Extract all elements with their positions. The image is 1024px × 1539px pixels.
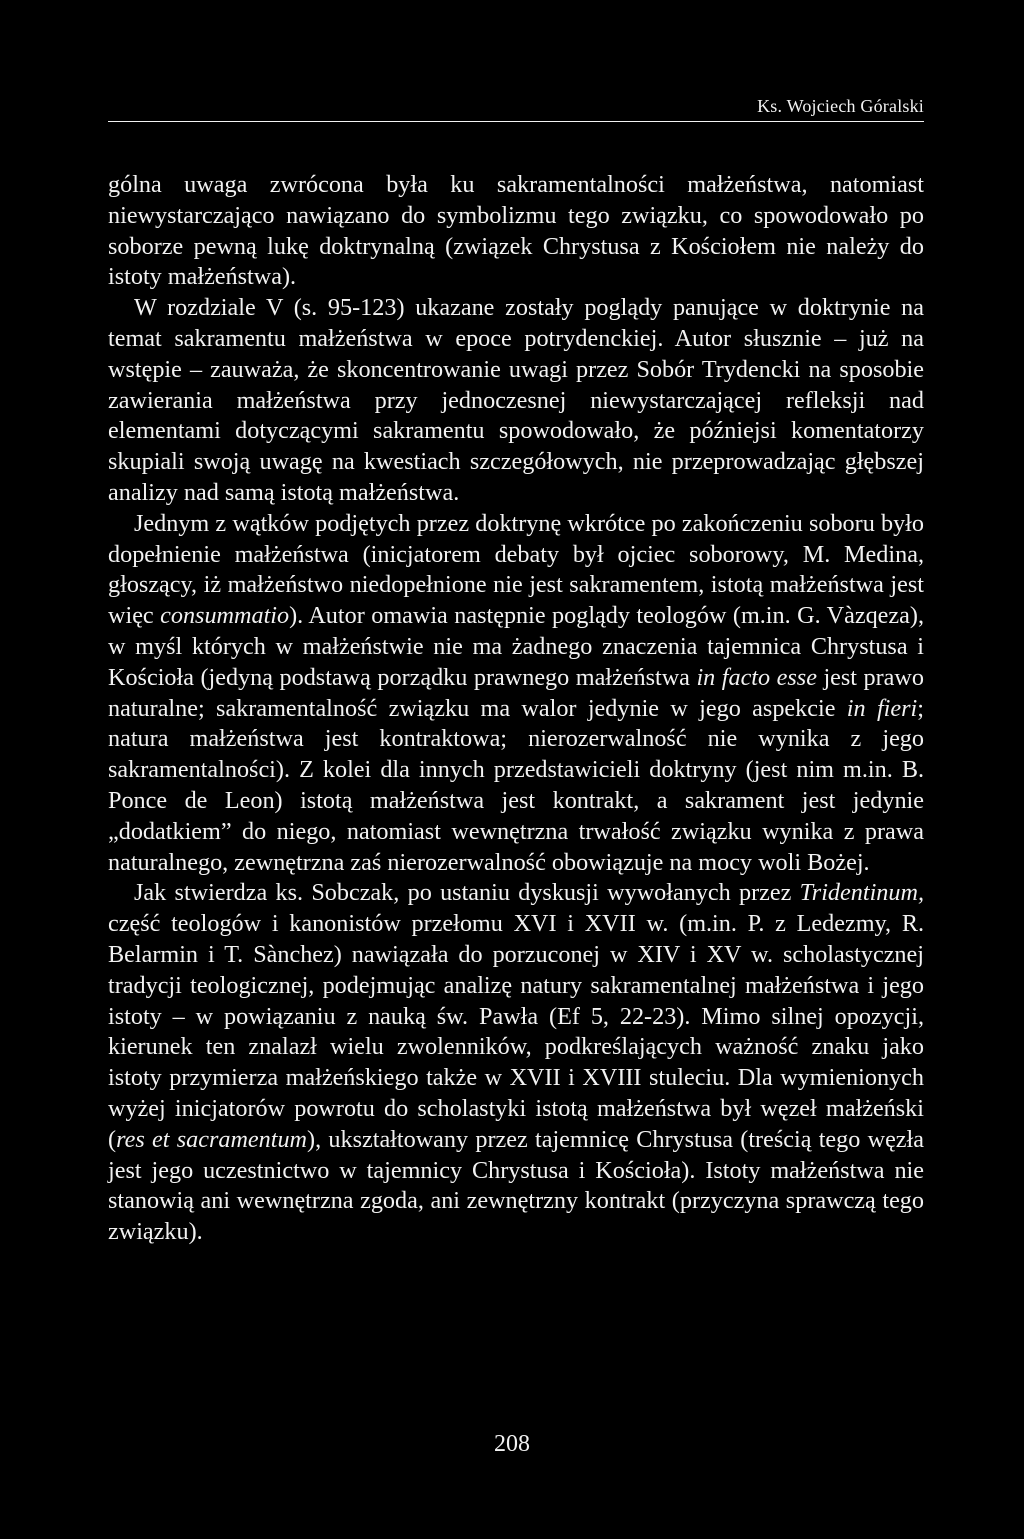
text-run: ; natura małżeństwa jest kontraktowa; nierozerwalność nie wynika z jego sakramentalności). Z kolei dla innych przedstawicieli doktryny (jest nim m.in. B. Ponce de Leon) istotą małżeństwa jest kontrakt, a sakrament jest jedynie „dodatkiem” do niego, natomiast wewnętrzna trwałość związku wynika z prawa naturalnego, zewnętrzna zaś nierozerwalność obowiązuje na mocy woli Bożej. — [108, 694, 924, 876]
running-head: Ks. Wojciech Góralski — [757, 96, 924, 116]
text-run: W rozdziale V (s. 95-123) ukazane zostały poglądy panujące w doktrynie na temat sakramentu małżeństwa w epoce potrydenckiej. Autor słusznie – już na wstępie – zauważa, że skoncentrowanie uwagi przez Sobór Trydencki na sposobie zawierania małżeństwa przy jednoczesnej niewystarczającej refleksji nad elementami dotyczącymi sakramentu spowodowało, że późniejsi komentatorzy skupiali swoją uwagę na kwestiach szczegółowych, nie przeprowadzając głębszej analizy nad samą istotą małżeństwa. — [108, 294, 924, 506]
header-rule — [108, 121, 924, 122]
paragraph — [108, 509, 924, 879]
paragraph — [108, 293, 924, 509]
text-run: gólna uwaga zwrócona była ku sakramentalności małżeństwa, natomiast niewystarczająco nawiązano do symbolizmu tego związku, co spowodowało po soborze pewną lukę doktrynalną (związek Chrystusa z Kościołem nie należy do istoty małżeństwa). — [108, 171, 924, 291]
italic-term: Tridentinum, — [799, 879, 924, 907]
text-run: Jak stwierdza ks. Sobczak, po ustaniu dyskusji wywołanych przez — [134, 879, 800, 907]
paragraph — [108, 878, 924, 1248]
italic-term: in fieri — [846, 694, 918, 722]
paragraph — [108, 170, 924, 293]
text-run: część teologów i kanonistów przełomu XVI i XVII w. (m.in. P. z Ledezmy, R. Belarmin i T. Sànchez) nawiązała do porzuconej w XIV i XV w. scholastycznej tradycji teologicznej, podejmując analizę natury sakramentalnej małżeństwa i jego istoty – w powiązaniu z nauką św. Pawła (Ef 5, 22-23). Mimo silnej opozycji, kierunek ten znalazł wielu zwolenników, podkreślających ważność znaku jako istoty przymierza małżeńskiego także w XVII i XVIII stuleciu. Dla wymienionych wyżej inicjatorów powrotu do scholastyki istotą małżeństwa był węzeł małżeński ( — [108, 910, 924, 1153]
page-number: 208 — [494, 1431, 530, 1457]
text-run: ). Autor omawia następnie poglądy teologów (m.in. G. Vàzqeza), w myśl których w małżeństwie nie ma żadnego znaczenia tajemnica Chrystusa i Kościoła (jedyną podstawą porządku prawnego małżeństwa — [108, 602, 924, 691]
text-run: ), ukształtowany przez tajemnicę Chrystusa (treścią tego węzła jest jego uczestnictwo w tajemnicy Chrystusa i Kościoła). Istoty małżeństwa nie stanowią ani wewnętrzna zgoda, ani zewnętrzny kontrakt (przyczyna sprawczą tego związku). — [108, 1125, 924, 1246]
italic-term: res et sacramentum — [116, 1125, 308, 1153]
text-run: jest prawo naturalne; sakramentalność związku ma walor jedynie w jego aspekcie — [108, 663, 924, 722]
italic-term: consummatio — [160, 602, 290, 630]
body-text — [108, 170, 924, 1248]
text-run: Jednym z wątków podjętych przez doktrynę wkrótce po zakończeniu soboru było dopełnienie małżeństwa (inicjatorem debaty był ojciec soborowy, M. Medina, głoszący, iż małżeństwo niedopełnione nie jest sakramentem, istotą małżeństwa jest więc — [108, 509, 924, 630]
italic-term: in facto esse — [696, 663, 817, 691]
